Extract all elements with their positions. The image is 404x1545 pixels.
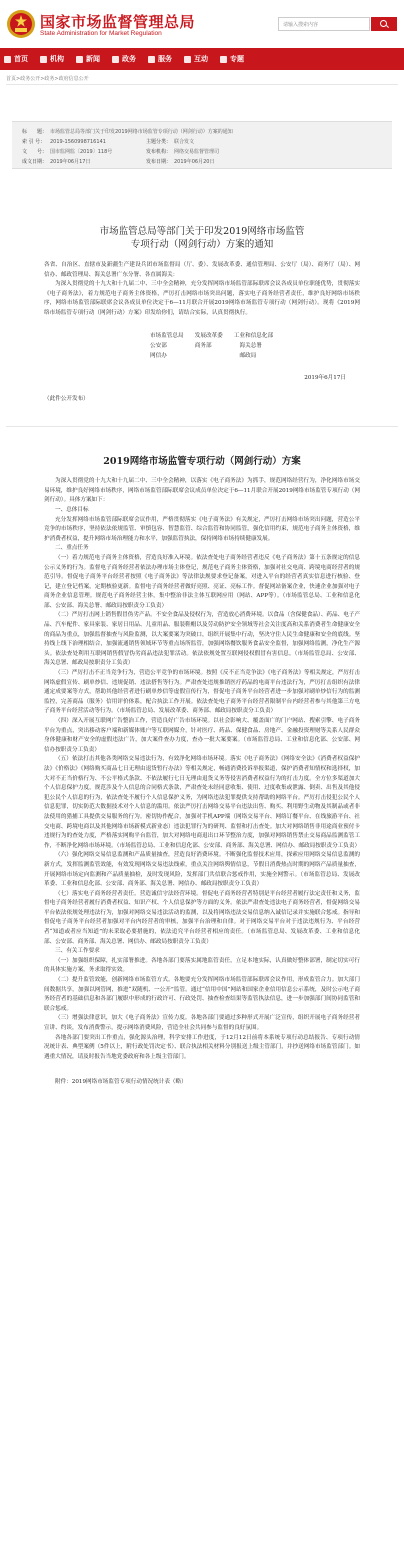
interaction-icon xyxy=(184,56,191,63)
section-paragraph: 充分发挥网络市场监管部际联席会议作用，严格贯彻落实《电子商务法》有关规定，严厉打击网络市场突出问题，营造公平竞争的市场秩序，坚持依法依规监管、审慎包容、智慧监管、综合监管和协同监管，强化信用约束，规范电子商务主体资格，维护消费者权益，提升网络市场治理能力和水平，加强监管执法，保持网络市场持续健康发展。 xyxy=(44,516,360,542)
nav-item-home[interactable] xyxy=(4,54,28,64)
nav-item-label: 首页 xyxy=(14,55,28,63)
plan-intro: 为深入贯彻党的十九大和十九届二中、三中全会精神，以落实《电子商务法》为抓手，规范网络经营行为，净化网络市场交易环境，维护良好网络市场秩序，网络市场监管部际联席会议成员单位决定于6—11月联合开展2019网络市场监管专项行动（网剑行动）。具体方案如下： xyxy=(44,478,360,504)
meta-created-value: 2019年06月17日 xyxy=(50,159,91,165)
requirement-paragraph: （一）加强组织保障，扎实部署推进。各地各部门要落实属地监管责任，立足本地实际，认真做好整体部署，制定切实可行的具体实施方案，务求取得实效。 xyxy=(44,957,360,974)
document-meta xyxy=(12,121,392,169)
document-title-line: 专项行动（网剑行动）方案的通知 xyxy=(130,239,274,250)
nav-item-label: 互动 xyxy=(194,55,208,63)
section-heading: 二、重点任务 xyxy=(55,545,89,552)
notice-date: 2019年6月17日 xyxy=(304,374,346,381)
task-paragraph: （五）依法打击其他各类网络交易违法行为，有效净化网络市场环境。落实《电子商务法》《网络安全法》《消费者权益保护法》《价格法》《网络购买商品七日无理由退货暂行办法》等相关规定，畅通消费投诉举报渠道，保护消费者知情权和选择权，加大对不正当价格行为、不公平格式条款、不依法履行七日无理由退货义务等侵害消费者权益行为的打击力度。全方位多渠道加大个人信息保护力度，规范涉及个人信息的合同格式条款，严肃查处未经同意收集、使用、过度收集或泄露、倒卖、出售及其他侵犯公民个人信息的行为，依法查处不履行个人信息保护义务，为网络违法犯罪提供支持帮助的网络平台。严厉打击侵犯公民个人信息犯罪，切实防范大数据技术对个人信息的滥用。依法严厉打击网络交易平台违法出售、购买、利用野生动物及其制品或者非法使用的猎捕工具提供交易服务的行为。密切协作配合，加强对手机APP端（网络交易平台、网络订餐平台、在线旅游平台、社交电商、跨境电商以及其他网络市场新模式新业态）违法犯罪行为的研判、监督和打击查处。加大对网络销售非用途商业预付卡违规行为的查处力度，严格落实网购平台监管，加大对网络电商退出口环节整治力度，加强对网络销售禁止交易商品监测监管工作，不断净化网络市场环境。（市场监管总局、工业和信息化部、公安部、商务部、海关总署、网信办、邮政局按职责分工负责） xyxy=(44,756,361,849)
meta-issuer-value: 网络交易监督管理司 xyxy=(174,149,220,155)
plan-body xyxy=(0,453,404,1088)
news-icon xyxy=(76,56,83,63)
task-paragraph: （三）严厉打击不正当竞争行为，营造公平竞争的市场环境。按照《反不正当竞争法》《电子商务法》等相关规定，严厉打击网络虚假宣传、刷单炒信、违规促销、违法搭售等行为。严肃查处违规推销医疗药品的电商平台违法行为，严厉打击组织有法律通定成要案等方式，帮助其他经营者进行刷单炒信等虚假宣传行为，督促电子商务平台经营者进一步加强对刷单炒信行为的监测监控，完善商品（服务）信用评价体系，配合执法工作开展。依法查处电子商务平台经营者限制平台内经营者参与其他第三方电子商务平台经营活动等行为。（市场监管总局、发展改革委、商务部、邮政局按职责分工负责） xyxy=(44,670,360,715)
main-nav xyxy=(0,48,404,70)
government-icon xyxy=(112,56,119,63)
meta-docno-value: 国市监网监〔2019〕118号 xyxy=(50,149,113,155)
attachment-line[interactable]: 附件：2019网络市场监管专项行动情况统计表（略） xyxy=(55,1079,187,1086)
section-heading: 一、总体目标 xyxy=(55,506,89,513)
home-icon xyxy=(4,56,11,63)
meta-index-value: 2019-1560998716141 xyxy=(50,139,106,145)
nav-item-service[interactable] xyxy=(148,54,172,64)
signers-line: 网信办 邮政局 xyxy=(150,352,257,359)
nav-item-news[interactable] xyxy=(76,54,100,64)
meta-title-key: 标 题： xyxy=(22,129,48,135)
nav-item-label: 政务 xyxy=(122,55,136,63)
task-paragraph: （一）着力规范电子商务主体资格，营造良好准入环境。依法查处电子商务经营者违反《电子商务法》第十五条规定的信息公示义务的行为。监督电子商务经营者依法办理市场主体登记，规范电子商务主体资格，加强对社交电商、跨境电商经营者的规范引导。督促电子商务平台经营者按照《电子商务法》等法律法规要求登记备案，对进入平台的经营者真实信息进行核验、登记，建立登记档案，定期核验更新。监督电子商务经营者做好亮照、亮证、亮标工作。督促网站备案企业，快速企业加强对电子商务企业信息管理。规范电子商务经营主体，集中整治非法主体互联网应用（网站、APP等）。（市场监管总局、工业和信息化部、公安部、海关总署、邮政局按职责分工负责） xyxy=(44,554,360,609)
nav-item-label: 专题 xyxy=(230,55,244,63)
addressees: 各省、自治区、直辖市及新疆生产建设兵团市场监督局（厅、委）、发展改革委、通信管理局、公安厅（局）、商务厅（局）、网信办、邮政管理局、海关总署广东分署、各直属海关： xyxy=(44,262,360,278)
meta-category-key: 主题分类： xyxy=(146,139,172,145)
search-button[interactable] xyxy=(371,17,397,31)
national-emblem-icon xyxy=(6,9,36,39)
breadcrumb[interactable]: 首页>政务公开>政务>政府信息公开 xyxy=(6,76,89,82)
site-title-en: State Administration for Market Regulation xyxy=(40,30,162,37)
task-paragraph: （二）严厉打击网上销售假冒伪劣产品。不安全食品及侵权行为，营造放心消费环境。以食品（含保健食品）、药品、电子产品、汽车配件、家具家装、家居日用品、儿童用品、服装鞋帽以及劳动防护安全领域等社会关注度高和关系消费者生命健康安全的商品为重点，加强监督抽查与风险监测，以大案要案为突破口，组织开展集中行动，坚决守住人民生命健康和安全的底线。坚持线上线下治理相结合，加强流通销售领域环节等重点场所监管，加强网络餐饮服务食品安全监督，加强网络监测，净化生产源头。依法查处利用互联网销售假冒伪劣商品违法犯罪活动。依法依规处置互联网侵权假冒有害信息。（市场监管总局、公安部、海关总署、邮政局按职责分工负责） xyxy=(44,612,360,667)
document-title xyxy=(44,225,360,251)
site-title[interactable]: 国家市场监督管理总局 xyxy=(40,13,196,31)
nav-item-organization[interactable] xyxy=(40,54,64,64)
meta-published-key: 发布日期： xyxy=(146,159,172,165)
document-body xyxy=(0,225,404,404)
notice-intro: 为深入贯彻党的十九大和十九届二中、三中全会精神，充分发挥网络市场监管部际联席会议各成员单位职能优势，贯彻落实《电子商务法》，着力规范电子商务主体资格，严厉打击网络市场突出问题，落实电子商务经营者责任，维护良好网络市场秩序，网络市场监管部际联席会议各成员单位决定于6—11月联合开展2019网络市场监管专项行动（网剑行动）。现将《2019网络市场监管专项行动（网剑行动）方案》印发给你们，请结合实际，认真贯彻执行。 xyxy=(44,281,360,316)
meta-created-key: 成文日期： xyxy=(22,159,48,165)
divider xyxy=(6,426,398,427)
section-heading: 三、有关工作要求 xyxy=(55,948,100,955)
nav-item-label: 服务 xyxy=(158,55,172,63)
nav-item-interaction[interactable] xyxy=(184,54,208,64)
document-title-line: 市场监管总局等部门关于印发2019网络市场监管 xyxy=(99,226,305,237)
service-icon xyxy=(148,56,155,63)
plan-title: 2019网络市场监管专项行动（网剑行动）方案 xyxy=(103,456,301,468)
site-header xyxy=(0,0,404,48)
nav-item-label: 新闻 xyxy=(86,55,100,63)
topic-icon xyxy=(220,56,227,63)
signers xyxy=(44,331,360,361)
meta-issuer-key: 发布机构： xyxy=(146,149,172,155)
meta-published-value: 2019年06月20日 xyxy=(174,159,215,165)
task-paragraph: （四）深入开展互联网广告整治工作，营造良好广告市场环境。以社会影响大、覆盖面广的门户网站、搜索引擎、电子商务平台为重点，突出移动客户端和新媒体账户等互联网媒介，针对医疗、药品、保健食品、房地产、金融投资理财等关系人民群众身体健康和财产安全的虚假违法广告，加大案件查办力度，查办一批大案要案。（市场监管总局、工业和信息化部、公安部、网信办按职责分工负责） xyxy=(44,718,360,753)
building-icon xyxy=(40,56,47,63)
signers-line: 市场监管总局 发展改革委 工业和信息化部 xyxy=(150,332,274,339)
requirement-paragraph: （二）提升监管效能，创新网络市场监管方式。各地要充分发挥网络市场监管部际联席会议作用，形成监管合力。加大部门间数据共享，加强以网管网，推进“双随机、一公开”监管。通过“信用中国”网站和国家企业信用信息公示系统，及时公示电子商务经营者的基础信息和各部门履职中形成的行政许可、行政处罚、抽查检查结果等监管执法信息，进一步加强部门间协同监管和联合惩戒。 xyxy=(44,977,360,1012)
signers-line: 公安部 商务部 海关总署 xyxy=(150,342,262,349)
meta-category-value: 联合发文 xyxy=(174,139,195,145)
nav-item-topic[interactable] xyxy=(220,54,244,64)
requirement-paragraph: 各地各部门要突出工作重点，强化源头治理，科学安排工作进度，于12月12日前将本系统专项行动总结报告、专项行动情况统计表、典型案例（5件以上，附行政处罚决定书）、联合执法相关材料分别报送上级主管部门，并抄送网络市场监管部门。如遇重大情况，请及时报告当地党委政府和各上级主管部门。 xyxy=(44,1034,360,1060)
nav-item-government[interactable] xyxy=(112,54,136,64)
meta-title-value: 市场监管总局等部门关于印发2019网络市场监管专项行动（网剑行动）方案的通知 xyxy=(50,129,233,135)
publication-note: （此件公开发布） xyxy=(44,395,89,402)
nav-item-label: 机构 xyxy=(50,55,64,63)
task-paragraph: （六）强化网络交易信息监测和产品质量抽查，营造良好消费环境。不断强化监督技术应用，探索应用网络交易信息监测的新方式，发挥监测监管效能，有效发现网络交易违法线索，重点关注网络舆情信息，节假日消费热点时期的网络产品质量抽查，开展网络市场定向监测和产品质量抽检，及时发现风险，发挥部门共信联合惩戒作用，实施全网警示。（市场监管总局、发展改革委、工业和信息化部、公安部、商务部、海关总署、网信办、邮政局按职责分工负责） xyxy=(44,852,360,888)
meta-docno-key: 文 号： xyxy=(22,149,48,155)
task-paragraph: （七）落实电子商务经营者责任。营造诚信守法经营环境。督促电子商务经营者特别是平台经营者履行法定责任和义务，监督电子商务经营者履行消费者权益、知识产权、个人信息保护等方面的义务。依法严肃查处违法电子商务经营者，督促网络交易平台依法依规处理违法行为，加强对网络交易违法活动的监测，以及将网络违法交易信息纳入诚信记录并实施联合惩戒。指导和督促电子商务平台经营者加强对平台内经营者的审核，加强平台治理和自律。对于网络交易平台对于违法违规行为、平台经营者“知道或者应当知道”的未采取必要措施的，依法追究平台经营者相应的责任。（市场监管总局、发展改革委、工业和信息化部、公安部、商务部、海关总署、网信办、邮政局按职责分工负责） xyxy=(44,890,360,945)
meta-index-key: 索 引 号： xyxy=(22,139,46,145)
search-input[interactable]: 请输入搜索内容 xyxy=(278,17,370,31)
requirement-paragraph: （三）增强法律意识，加大《电子商务法》宣传力度。各地各部门要通过多种形式开展广泛宣传，组织开展电子商务经营者宣讲、约谈，发布消费警示，提示网络消费风险，营造全社会共同参与监督的良好氛围。 xyxy=(44,1015,360,1031)
divider xyxy=(6,84,398,85)
